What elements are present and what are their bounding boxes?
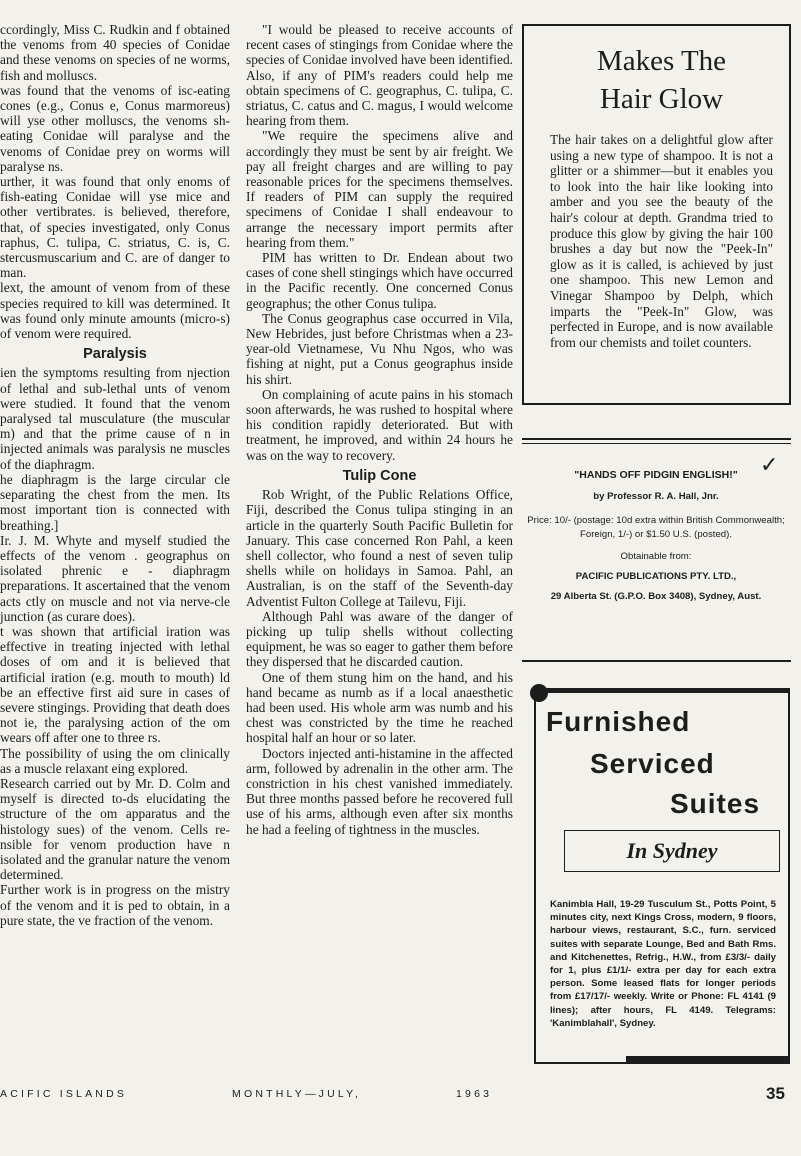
paragraph: Further work is in progress on the mistry of the venom and it is ped to obtain, in a pure state, the ve fraction of the venom. bbox=[0, 882, 230, 928]
subheading-tulip-cone: Tulip Cone bbox=[342, 467, 417, 484]
checkmark-icon: ✓ bbox=[760, 452, 779, 477]
advert-details: Kanimbla Hall, 19-29 Tusculum St., Potts Point, 5 minutes city, next Kings Cross, modern, 9 floors, harbour views, restaurant, S.C., furn. serviced suites with separate Lounge, Bed and Bath Rms. and Kitchenettes, Refrig., H.W., from £3/3/- daily for 1, plus £1/1/- extra per day for each extra person. Some leased flats for longer periods from £17/17/- weekly. Write or Phone: FL 4141 (9 lines); after hours, FL 4149. Telegrams: 'Kanimblahall', Sydney. bbox=[550, 899, 776, 1029]
divider bbox=[522, 660, 791, 662]
advert-furnished-suites bbox=[534, 688, 790, 1064]
advert-headline: Serviced bbox=[590, 748, 715, 779]
paragraph: The possibility of using the om clinically as a muscle relaxant eing explored. bbox=[0, 745, 230, 776]
divider bbox=[522, 438, 791, 440]
divider bbox=[522, 443, 791, 444]
paragraph: PIM has written to Dr. Endean about two cases of cone shell stingings which have occurred in the Pacific recently. One concerned Conus geographus; the other Conus tulipa. bbox=[246, 250, 513, 311]
book-obtainable: Obtainable from: bbox=[620, 551, 692, 562]
advert-hair-glow bbox=[522, 24, 791, 405]
advert-border-bar bbox=[626, 1056, 788, 1062]
article-column-left bbox=[0, 22, 230, 928]
paragraph: lext, the amount of venom from of these species required to kill was determined. It was found only minute amounts (micro-s) of venom were required. bbox=[0, 280, 230, 342]
paragraph: "I would be pleased to receive accounts of recent cases of stingings from Conidae where the species of Conidae involved have been identified. Also, if any of PIM's readers could help me obtain specimens of C. geographus, C. tulipa, C. striatus, C. catus and C. magus, I would welcome hearing from them. bbox=[246, 22, 513, 129]
paragraph: On complaining of acute pains in his stomach soon afterwards, he was rushed to hospital where his condition rapidly deteriorated. But with treatment, he improved, and within 24 hours he was on the way to recovery. bbox=[246, 386, 513, 463]
advert-title bbox=[550, 42, 773, 118]
paragraph: Although Pahl was aware of the danger of picking up tulip shells without collecting equipment, he was so eager to gather them before they dispersed that he discarded caution. bbox=[246, 608, 513, 670]
footer-publication: ACIFIC ISLANDS bbox=[0, 1088, 128, 1100]
subheading-paralysis: Paralysis bbox=[83, 346, 147, 363]
paragraph: "We require the specimens alive and accordingly they must be sent by air freight. We pay all freight charges and are willing to pay reasonable prices for the specimens themselves. If readers of PIM can supply the required specimens of Conidae I shall endeavour to arrange the necessary import permits after hearing from them." bbox=[246, 128, 513, 250]
paragraph: ien the symptoms resulting from njection of lethal and sub-lethal unts of venom were studied. It found that the venom paralysed tal musculature (the muscular m) and that the prime cause of n in injected animals was paralysis ne muscles of the diaphragm. bbox=[0, 365, 230, 472]
paragraph: The Conus geographus case occurred in Vila, New Hebrides, just before Christmas when a 23-year-old Vietnamese, Vu Nhu Ngos, who was fishing at night, put a Conus geographus inside his shirt. bbox=[246, 310, 513, 387]
footer-year: 1963 bbox=[456, 1088, 493, 1100]
book-title: "HANDS OFF PIDGIN ENGLISH!" bbox=[574, 469, 738, 481]
advert-book bbox=[522, 468, 790, 604]
book-author: by Professor R. A. Hall, Jnr. bbox=[593, 491, 719, 502]
paragraph: Research carried out by Mr. D. Colm and myself is directed to-ds elucidating the structure of the om apparatus and the histology sues) of the venom. Cells re-nsible for venom production have n isolated and the granular nature the venom determined. bbox=[0, 775, 230, 883]
footer-issue: MONTHLY—JULY, bbox=[232, 1088, 362, 1100]
paragraph: t was shown that artificial iration was effective in treating injected with lethal doses of om and it is believed that artificial iration (e.g. mouth to mouth) ld be an effective first aid sure in cases of severe stingings. Providing that death does not ie, the paralysing action of the om wears off after one to three rs. bbox=[0, 623, 230, 746]
bullet-dot-icon bbox=[530, 684, 548, 702]
paragraph: Ir. J. M. Whyte and myself studied the effects of the venom . geographus on isolated phrenic e - diaphragm preparations. It ascertained that the venom acts ctly on muscle and not via nerve-cle junction (as curare does). bbox=[0, 532, 230, 624]
paragraph: urther, it was found that only enoms of fish-eating Conidae will yse mice and other vertibrates. is believed, therefore, that, of species investigated, only Conus raphus, C. tulipa, C. striatus, C. is, C. stercusmuscarium and C. are of danger to man. bbox=[0, 174, 230, 281]
paragraph: ccordingly, Miss C. Rudkin and f obtained the venoms from 40 species of Conidae and these venoms on species of ne worms, fish and molluscs. bbox=[0, 22, 230, 83]
article-column-middle bbox=[246, 22, 513, 837]
book-address: 29 Alberta St. (G.P.O. Box 3408), Sydney, Aust. bbox=[550, 591, 762, 602]
paragraph: he diaphragm is the large circular cle separating the chest from the men. Its most important tion is connected with breathing.] bbox=[0, 471, 230, 533]
advert-body: The hair takes on a delightful glow after using a new type of shampoo. It is not a glitter or a shimmer—but it enables you to look into the hair like looking into amber and you see the beauty of the hair's colour at depth. Grandma tried to produce this glow by giving the hair 100 brushes a day but now the "Peek-In" glow as it is called, is achieved by just one shampoo. This new Lemon and Vinegar Shampoo by Delph, which imparts the "Peek-In" Glow, was perfected in Europe, and is now available from our chemists and toilet counters. bbox=[550, 132, 773, 350]
advert-headline: Suites bbox=[670, 788, 761, 819]
advert-title-line: Hair Glow bbox=[599, 83, 724, 115]
paragraph: Rob Wright, of the Public Relations Office, Fiji, described the Conus tulipa stinging in an article in the quarterly South Pacific Bulletin for January. This case concerned Ron Pahl, a keen shell collector, who found a nest of seven tulip shells while on holidays in Samoa. Pahl, an Australian, is on the staff of the Seventh-day Adventist Fulton College at Tailevu, Fiji. bbox=[246, 487, 513, 609]
advert-title-line: Makes The bbox=[596, 45, 727, 77]
advert-border-bar bbox=[546, 688, 788, 693]
advert-headline: Furnished bbox=[546, 706, 691, 737]
page-number: 35 bbox=[766, 1084, 785, 1103]
advert-subtitle: In Sydney bbox=[564, 830, 780, 872]
book-price: Price: 10/- (postage: 10d extra within British Commonwealth; Foreign, 1/-) or $1.50 U.S. (posted). bbox=[527, 515, 785, 540]
book-publisher: PACIFIC PUBLICATIONS PTY. LTD., bbox=[575, 571, 737, 582]
paragraph: was found that the venoms of isc-eating cones (e.g., Conus e, Conus marmoreus) will yse other molluscs, the venoms sh-eating Conidae will paralyse and the venoms of Conidae prey on worms will paralyse ns. bbox=[0, 82, 230, 174]
paragraph: Doctors injected anti-histamine in the affected arm, followed by adrenalin in the other arm. The constriction in his chest vanished immediately. But three months passed before he recovered full use of his arms, although even after six months he had a feeling of tightness in the muscles. bbox=[246, 745, 513, 837]
paragraph: One of them stung him on the hand, and his hand became as numb as if a local anaesthetic had been used. His whole arm was numb and his chest was constricted by the time he reached hospital half an hour or so later. bbox=[246, 669, 513, 746]
